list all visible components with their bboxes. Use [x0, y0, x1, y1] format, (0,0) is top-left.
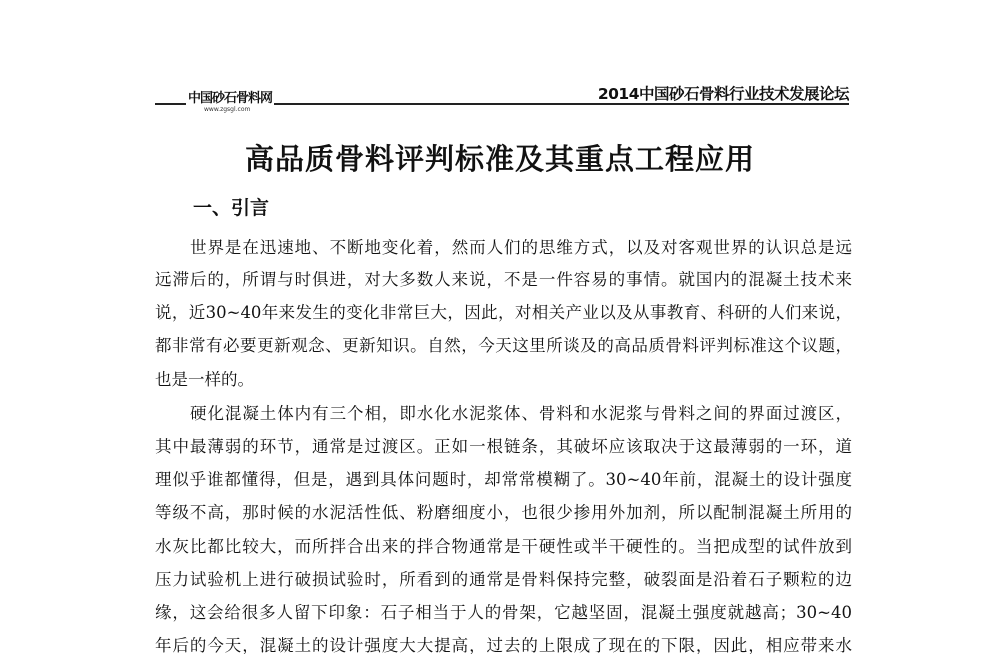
- paragraph-line: 水灰比都比较大，而所拌合出来的拌合物通常是干硬性或半干硬性的。当把成型的试件放到: [155, 537, 852, 556]
- document-title: 高品质骨料评判标准及其重点工程应用: [244, 142, 755, 176]
- paragraph-line: 理似乎谁都懂得，但是，遇到具体问题时，却常常模糊了。30~40年前，混凝土的设计强度: [155, 470, 852, 489]
- paragraph-line: 压力试验机上进行破损试验时，所看到的通常是骨料保持完整，破裂面是沿着石子颗粒的边: [155, 570, 852, 589]
- paragraph-line: 等级不高，那时候的水泥活性低、粉磨细度小，也很少掺用外加剂，所以配制混凝土所用的: [155, 503, 852, 522]
- header-logo-url: www.zgsgl.com: [204, 106, 251, 113]
- header-forum-title: 2014中国砂石骨料行业技术发展论坛: [597, 85, 849, 103]
- paragraph-line: 缘，这会给很多人留下印象：石子相当于人的骨架，它越坚固，混凝土强度就越高；30~40: [155, 603, 852, 622]
- paragraph-line: 世界是在迅速地、不断地变化着，然而人们的思维方式，以及对客观世界的认识总是远: [190, 238, 852, 257]
- section-heading: 一、引言: [193, 197, 270, 219]
- paragraph-line: 硬化混凝土体内有三个相，即水化水泥浆体、骨料和水泥浆与骨料之间的界面过渡区，: [190, 404, 852, 423]
- paragraph-line: 远滞后的，所谓与时俱进，对大多数人来说，不是一件容易的事情。就国内的混凝土技术来: [155, 270, 852, 289]
- paragraph-line: 也是一样的。: [155, 370, 254, 389]
- paragraph-line: 其中最薄弱的环节，通常是过渡区。正如一根链条，其破坏应该取决于这最薄弱的一环，道: [155, 437, 852, 456]
- paragraph-line: 都非常有必要更新观念、更新知识。自然，今天这里所谈及的高品质骨料评判标准这个议题，: [155, 336, 852, 355]
- paragraph-line: 年后的今天，混凝土的设计强度大大提高，过去的上限成了现在的下限，因此，相应带来水: [155, 636, 852, 654]
- paragraph-line: 说，近30~40年来发生的变化非常巨大，因此，对相关产业以及从事教育、科研的人们来说，: [155, 303, 852, 322]
- header-logo: 中国砂石骨料网: [186, 87, 274, 106]
